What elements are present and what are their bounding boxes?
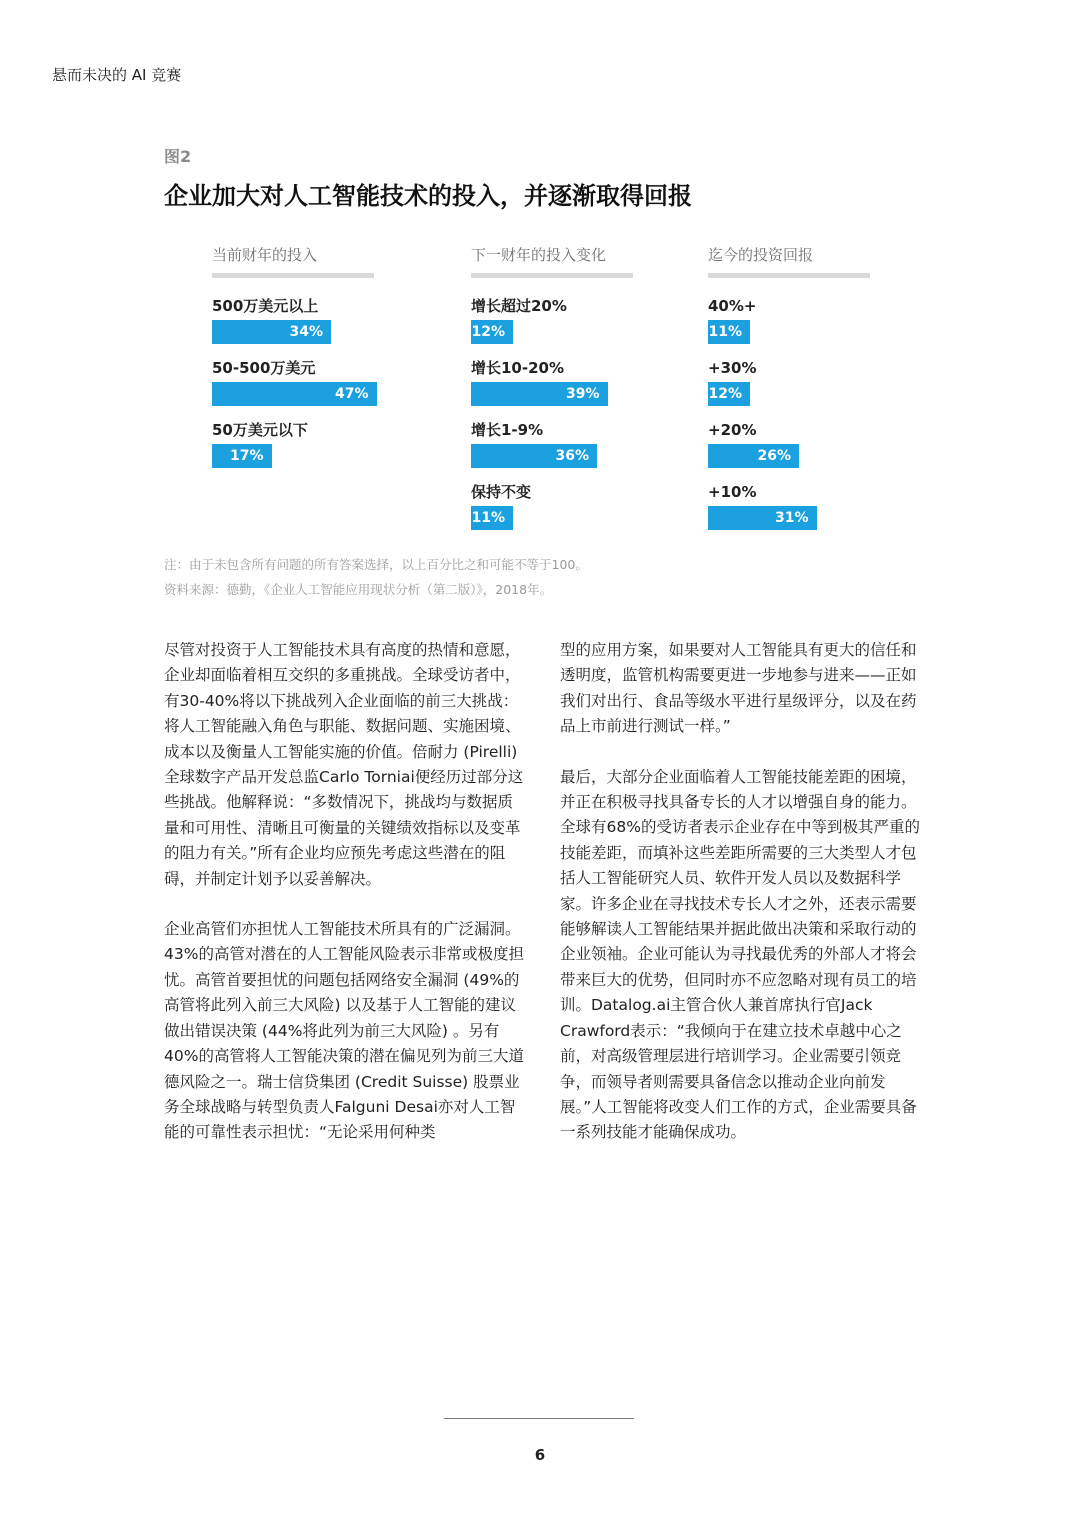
running-header: 悬而未决的 AI 竞赛 <box>52 66 182 84</box>
body-column-right <box>560 638 920 1171</box>
chart-item <box>471 296 567 344</box>
bar <box>708 382 750 406</box>
page-number: 6 <box>534 1446 546 1464</box>
value-label: 11% <box>708 324 742 340</box>
value-label: 26% <box>757 448 791 464</box>
category-label: 50万美元以下 <box>212 421 308 439</box>
category-label: 保持不变 <box>471 483 532 501</box>
bar <box>471 506 513 530</box>
bar <box>708 506 817 530</box>
paragraph: 企业高管们亦担忧人工智能技术所具有的广泛漏洞。43%的高管对潜在的人工智能风险表示非常或极度担忧。高管首要担忧的问题包括网络安全漏洞 (49%的高管将此列入前三大风险) 以及基于人工智能的建议做出错误决策 (44%将此列为前三大风险) 。另有40%的高管将人工智能决策的潜在偏见列为前三大道德风险之一。瑞士信贷集团 (Credit Suisse) 股票业务全球战略与转型负责人Falguni Desai亦对人工智能的可靠性表示担忧：“无论采用何种类 <box>164 920 524 1142</box>
bar <box>471 320 513 344</box>
chart-column-next-year-change <box>471 244 633 526</box>
category-label: 增长1-9% <box>471 421 544 439</box>
category-label: 500万美元以上 <box>212 297 319 315</box>
category-label: +10% <box>708 483 757 501</box>
chart-item <box>212 358 377 406</box>
value-label: 31% <box>774 510 809 526</box>
figure-label: 图2 <box>164 147 192 166</box>
chart-column-current-investment <box>212 244 374 464</box>
figure-note: 注：由于未包含所有问题的所有答案选择，以上百分比之和可能不等于100。 <box>164 557 588 572</box>
figure-source: 资料来源：德勤，《企业人工智能应用现状分析（第二版）》，2018年。 <box>164 582 553 597</box>
category-label: 40%+ <box>708 297 757 315</box>
category-label: 增长超过20% <box>471 297 567 315</box>
footer-divider <box>444 1418 634 1419</box>
bar <box>471 382 608 406</box>
bar <box>708 444 799 468</box>
chart-item <box>708 358 756 406</box>
category-label: +20% <box>708 421 757 439</box>
chart-item <box>471 420 597 468</box>
value-label: 12% <box>471 324 505 340</box>
chart-item <box>212 420 308 468</box>
value-label: 12% <box>708 386 742 402</box>
bar <box>708 320 750 344</box>
value-label: 36% <box>555 448 589 464</box>
chart-item <box>708 420 799 468</box>
value-label: 34% <box>289 324 323 340</box>
body-column-left <box>164 638 524 1171</box>
bar <box>471 444 597 468</box>
chart-item <box>471 358 608 406</box>
value-label: 47% <box>334 386 369 402</box>
bar <box>212 444 272 468</box>
figure-notes <box>164 552 588 602</box>
chart-item <box>708 482 817 530</box>
value-label: 17% <box>229 448 264 464</box>
category-label: 增长10-20% <box>471 359 565 377</box>
column-header: 下一财年的投入变化 <box>471 244 633 278</box>
bar <box>212 320 331 344</box>
paragraph: 最后，大部分企业面临着人工智能技能差距的困境，并正在积极寻找具备专长的人才以增强自身的能力。全球有68%的受访者表示企业存在中等到极其严重的技能差距，而填补这些差距所需要的三大类型人才包括人工智能研究人员、软件开发人员以及数据科学家。许多企业在寻找技术专长人才之外，还表示需要能够解读人工智能结果并据此做出决策和采取行动的企业领袖。企业可能认为寻找最优秀的外部人才将会带来巨大的优势，但同时亦不应忽略对现有员工的培训。Datalog.ai主管合伙人兼首席执行官Jack Crawford表示：“我倾向于在建立技术卓越中心之前，对高级管理层进行培训学习。企业需要引领竞争，而领导者则需要具备信念以推动企业向前发展。”人工智能将改变人们工作的方式，企业需要具备一系列技能才能确保成功。 <box>560 767 920 1142</box>
paragraph: 尽管对投资于人工智能技术具有高度的热情和意愿，企业却面临着相互交织的多重挑战。全球受访者中，有30-40%将以下挑战列入企业面临的前三大挑战：将人工智能融入角色与职能、数据问题、实施困境、成本以及衡量人工智能实施的价值。倍耐力 (Pirelli) 全球数字产品开发总监Carlo Torniai便经历过部分这些挑战。他解释说：“多数情况下，挑战均与数据质量和可用性、清晰且可衡量的关键绩效指标以及变革的阻力有关。”所有企业均应预先考虑这些潜在的阻碍，并制定计划予以妥善解决。 <box>164 641 524 888</box>
value-label: 39% <box>565 386 600 402</box>
paragraph: 型的应用方案，如果要对人工智能具有更大的信任和透明度，监管机构需要更进一步地参与进来——正如我们对出行、食品等级水平进行星级评分，以及在药品上市前进行测试一样。” <box>560 641 917 736</box>
column-header: 迄今的投资回报 <box>708 244 870 278</box>
chart-item <box>708 296 756 344</box>
category-label: +30% <box>708 359 757 377</box>
chart-column-roi-to-date <box>708 244 870 526</box>
column-header: 当前财年的投入 <box>212 244 374 278</box>
bar <box>212 382 377 406</box>
category-label: 50-500万美元 <box>212 359 316 377</box>
figure-title: 企业加大对人工智能技术的投入，并逐渐取得回报 <box>164 182 692 210</box>
value-label: 11% <box>471 510 505 526</box>
chart-item <box>212 296 331 344</box>
chart-item <box>471 482 531 530</box>
